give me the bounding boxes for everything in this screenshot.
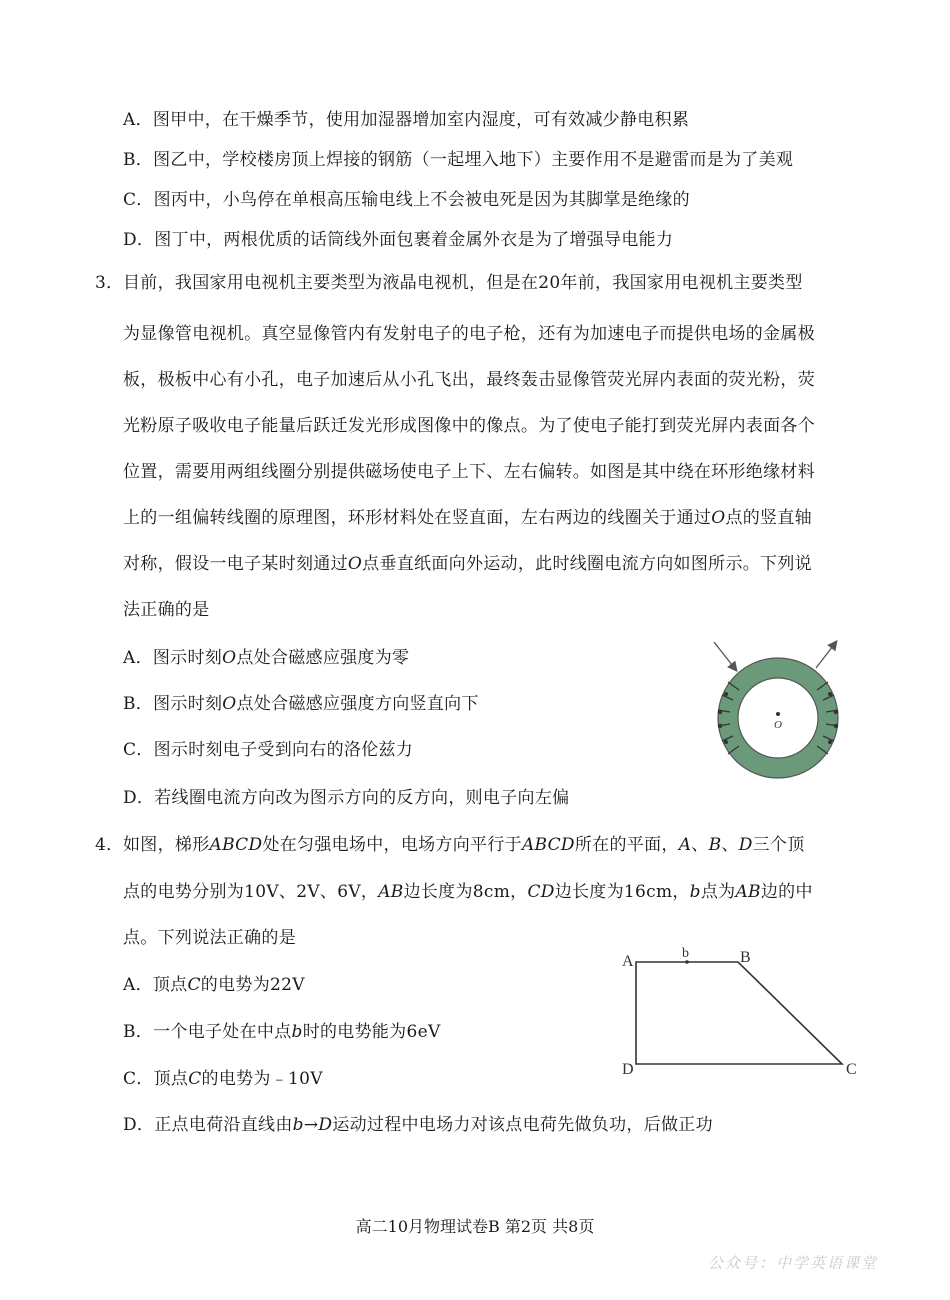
midpoint-b-label: b xyxy=(682,946,689,961)
q3-line-7: 对称，假设一电子某时刻通过O点垂直纸面向外运动，此时线圈电流方向如图所示。下列说 xyxy=(123,554,812,574)
q4-line-2: 点的电势分别为10V、2V、6V，AB边长度为8cm，CD边长度为16cm，b点为AB边的中 xyxy=(123,882,813,902)
q4-option-a: A．顶点C的电势为22V xyxy=(123,975,305,995)
q3-number: 3． xyxy=(95,273,124,293)
q3-option-d: D．若线圈电流方向改为图示方向的反方向，则电子向左偏 xyxy=(123,788,570,808)
q3-option-a: A．图示时刻O点处合磁感应强度为零 xyxy=(123,648,410,668)
q3-line-3: 板，极板中心有小孔，电子加速后从小孔飞出，最终轰击显像管荧光屏内表面的荧光粉，荧 xyxy=(123,370,815,390)
vertex-d-label: D xyxy=(622,1061,634,1078)
q3-option-b: B．图示时刻O点处合磁感应强度方向竖直向下 xyxy=(123,694,479,714)
toroid-coil-figure xyxy=(706,632,856,784)
q2-option-d: D．图丁中，两根优质的话筒线外面包裹着金属外衣是为了增强导电能力 xyxy=(123,230,674,250)
q3-line-6: 上的一组偏转线圈的原理图，环形材料处在竖直面，左右两边的线圈关于通过O点的竖直轴 xyxy=(123,508,812,528)
q4-number: 4． xyxy=(95,835,124,855)
q4-option-c: C．顶点C的电势为﹣10V xyxy=(123,1069,323,1089)
trapezoid-figure xyxy=(616,940,866,1080)
toroid-center-label: O xyxy=(774,719,782,731)
vertex-a-label: A xyxy=(622,953,634,970)
q3-line-5: 位置，需要用两组线圈分别提供磁场使电子上下、左右偏转。如图是其中绕在环形绝缘材料 xyxy=(123,462,815,482)
q2-option-c: C．图丙中，小鸟停在单根高压输电线上不会被电死是因为其脚掌是绝缘的 xyxy=(123,190,690,210)
vertex-b-label: B xyxy=(740,949,751,966)
vertex-c-label: C xyxy=(846,1061,857,1078)
q3-line-1: 目前，我国家用电视机主要类型为液晶电视机，但是在20年前，我国家用电视机主要类型 xyxy=(123,273,803,293)
q4-option-b: B．一个电子处在中点b时的电势能为6eV xyxy=(123,1022,441,1042)
q2-option-b: B．图乙中，学校楼房顶上焊接的钢筋（一起埋入地下）主要作用不是避雷而是为了美观 xyxy=(123,150,794,170)
q3-line-4: 光粉原子吸收电子能量后跃迁发光形成图像中的像点。为了使电子能打到荧光屏内表面各个 xyxy=(123,416,815,436)
q4-line-1: 如图，梯形ABCD处在匀强电场中，电场方向平行于ABCD所在的平面，A、B、D三个顶 xyxy=(123,835,805,855)
q3-line-2: 为显像管电视机。真空显像管内有发射电子的电子枪，还有为加速电子而提供电场的金属极 xyxy=(123,324,815,344)
q3-line-8: 法正确的是 xyxy=(123,600,210,620)
q3-option-c: C．图示时刻电子受到向右的洛伦兹力 xyxy=(123,740,414,760)
q4-option-d: D．正点电荷沿直线由b→D运动过程中电场力对该点电荷先做负功，后做正功 xyxy=(123,1115,713,1135)
q4-line-3: 点。下列说法正确的是 xyxy=(123,928,296,948)
watermark: 公众号：中学英语课堂 xyxy=(708,1254,879,1272)
q2-option-a: A．图甲中，在干燥季节，使用加湿器增加室内湿度，可有效减少静电积累 xyxy=(123,110,690,130)
page-footer: 高二10月物理试卷B 第2页 共8页 xyxy=(355,1217,595,1236)
